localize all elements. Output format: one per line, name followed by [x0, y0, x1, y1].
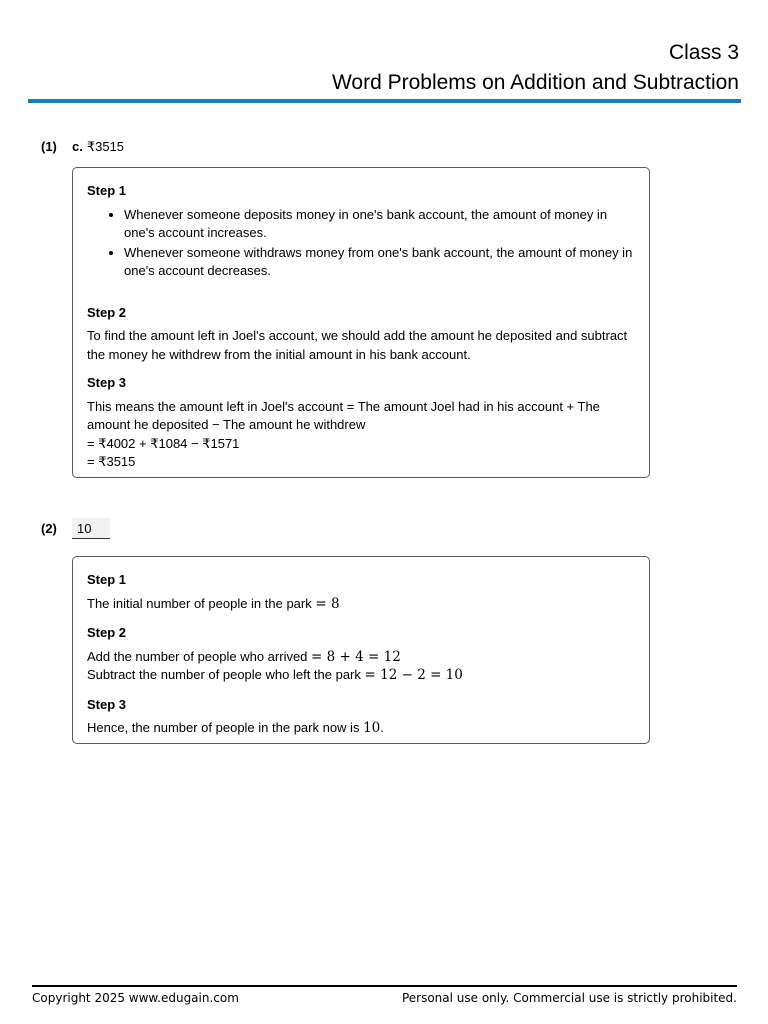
subject-title: Word Problems on Addition and Subtraction [331, 71, 739, 94]
q2-step1-math: = 8 [315, 595, 340, 612]
q2-step2-line1 [87, 648, 635, 667]
q2-step2-line1-math: = 8 + 4 = 12 [311, 648, 401, 665]
page-header [28, 40, 739, 97]
footer-copyright: Copyright 2025 www.edugain.com [32, 991, 239, 1005]
q2-solution-box [72, 556, 650, 744]
q2-step2-line1-text: Add the number of people who arrived [87, 648, 308, 664]
q2-step3-text: Hence, the number of people in the park now is [87, 720, 360, 735]
question-number-1: (1) [41, 139, 57, 154]
q2-step1-line [87, 595, 635, 614]
footer-notice: Personal use only. Commercial use is strictly prohibited. [401, 991, 737, 1005]
question-number-2: (2) [41, 521, 57, 536]
footer-divider [32, 985, 737, 987]
q2-step2-title: Step 2 [87, 625, 127, 640]
q1-step2-text: To find the amount left in Joel's account, we should add the amount he deposited and subtract the money he withdrew from the initial amount in his bank account. [87, 328, 628, 362]
list-item: • Whenever someone deposits money in one's bank account, the amount of money in one's account increases. [124, 206, 635, 243]
header-divider [28, 99, 741, 103]
q1-step2-title: Step 2 [87, 304, 127, 320]
q2-step2-line2-text: Subtract the number of people who left the park [87, 667, 361, 682]
q2-step3-line [87, 719, 635, 738]
q1-step3-line: This means the amount left in Joel's account = The amount Joel had in his account + The amount he deposited − The amount he withdrew [87, 398, 600, 432]
q1-step1-list [87, 206, 635, 281]
q2-step3-math: 10 [363, 720, 381, 736]
q1-solution-box [72, 167, 650, 478]
q2-step2-line2 [87, 666, 635, 685]
q2-step2-line2-math: = 12 − 2 = 10 [364, 667, 463, 683]
class-title: Class 3 [668, 41, 739, 64]
q2-step1-text: The initial number of people in the park [87, 595, 312, 611]
q2-step3-title: Step 3 [87, 696, 127, 712]
q1-answer-value: ₹3515 [86, 139, 125, 154]
q1-answer [72, 139, 124, 155]
q1-step3-line: = ₹3515 [87, 454, 136, 469]
q1-step3-line: = ₹4002 + ₹1084 − ₹1571 [87, 435, 240, 451]
list-item: • Whenever someone withdraws money from one's bank account, the amount of money in one's account decreases. [124, 244, 635, 281]
q2-step3-end: . [380, 720, 384, 735]
q1-step3-title: Step 3 [87, 375, 127, 390]
q2-answer-field[interactable]: 10 [72, 518, 110, 539]
q1-answer-option: c. [72, 139, 83, 154]
q2-step1-title: Step 1 [87, 572, 127, 587]
q1-step1-title: Step 1 [87, 183, 127, 198]
